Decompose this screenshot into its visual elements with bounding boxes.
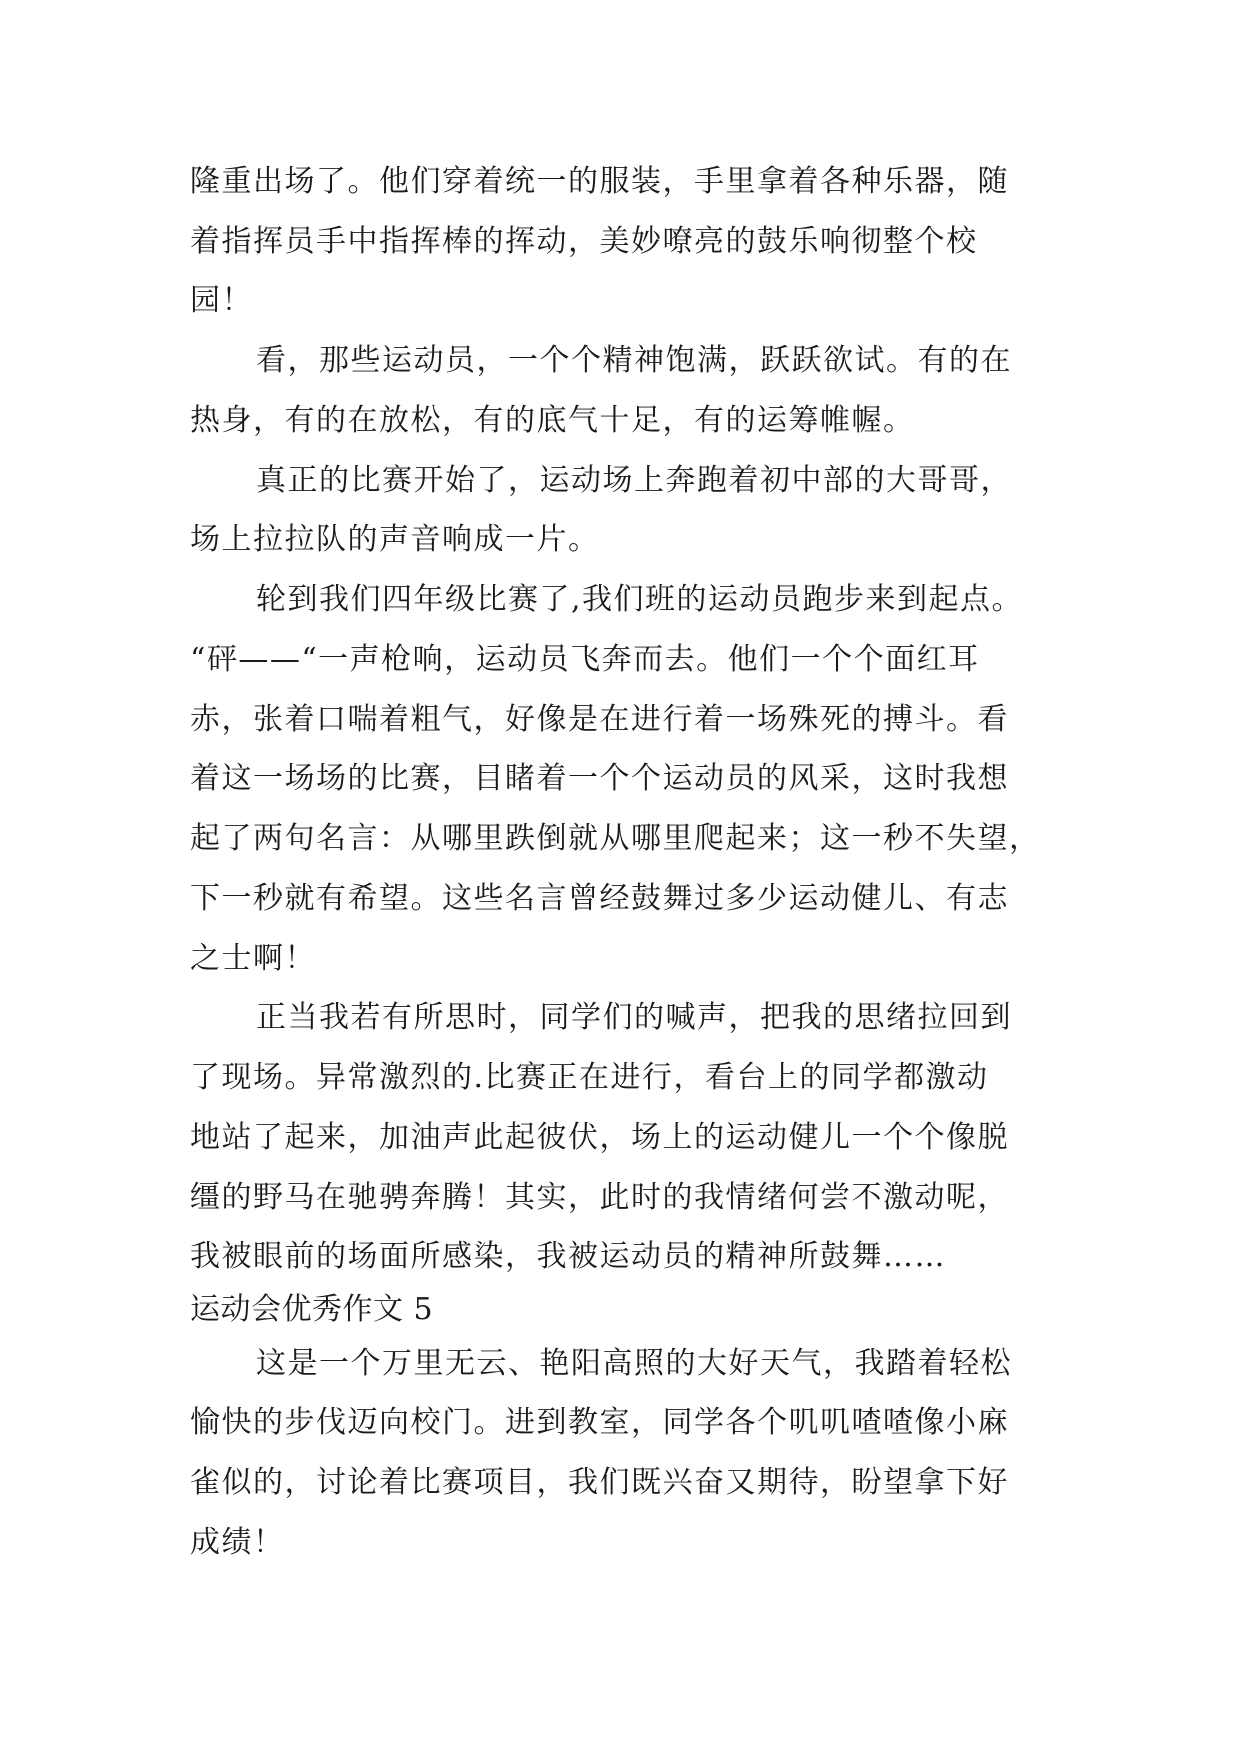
paragraph-line: “砰——“一声枪响，运动员飞奔而去。他们一个个面红耳	[190, 642, 980, 677]
paragraph-line: 地站了起来，加油声此起彼伏，场上的运动健儿一个个像脱	[190, 1120, 1009, 1155]
paragraph-line: 成绩！	[190, 1525, 285, 1560]
paragraph-line: 着这一场场的比赛，目睹着一个个运动员的风采，这时我想	[190, 761, 1009, 796]
section-heading: 运动会优秀作文 5	[190, 1292, 434, 1327]
paragraph-line: 园！	[190, 283, 253, 318]
paragraph-line: 正当我若有所思时，同学们的喊声，把我的思绪拉回到	[256, 1000, 1012, 1035]
paragraph-line: 之士啊！	[190, 941, 316, 976]
paragraph-line: 轮到我们四年级比赛了,我们班的运动员跑步来到起点。	[256, 582, 1024, 617]
paragraph-line: 真正的比赛开始了，运动场上奔跑着初中部的大哥哥，	[256, 463, 1012, 498]
paragraph-line: 下一秒就有希望。这些名言曾经鼓舞过多少运动健儿、有志	[190, 881, 1009, 916]
paragraph-line: 场上拉拉队的声音响成一片。	[190, 522, 600, 557]
paragraph-line: 这是一个万里无云、艳阳高照的大好天气，我踏着轻松	[256, 1346, 1012, 1381]
paragraph-line: 热身，有的在放松，有的底气十足，有的运筹帷幄。	[190, 403, 915, 438]
paragraph-line: 愉快的步伐迈向校门。进到教室，同学各个叽叽喳喳像小麻	[190, 1405, 1009, 1440]
paragraph-line: 雀似的，讨论着比赛项目，我们既兴奋又期待，盼望拿下好	[190, 1465, 1009, 1500]
paragraph-line: 隆重出场了。他们穿着统一的服装，手里拿着各种乐器，随	[190, 164, 1009, 199]
paragraph-line: 着指挥员手中指挥棒的挥动，美妙嘹亮的鼓乐响彻整个校	[190, 224, 978, 259]
paragraph-line: 我被眼前的场面所感染，我被运动员的精神所鼓舞……	[190, 1239, 946, 1274]
paragraph-line: 缰的野马在驰骋奔腾！其实，此时的我情绪何尝不激动呢，	[190, 1180, 1009, 1215]
paragraph-line: 看，那些运动员，一个个精神饱满，跃跃欲试。有的在	[256, 343, 1012, 378]
paragraph-line: 了现场。异常激烈的.比赛正在进行，看台上的同学都激动	[190, 1060, 989, 1095]
paragraph-line: 起了两句名言：从哪里跌倒就从哪里爬起来；这一秒不失望，	[190, 821, 1041, 856]
paragraph-line: 赤，张着口喘着粗气，好像是在进行着一场殊死的搏斗。看	[190, 702, 1009, 737]
